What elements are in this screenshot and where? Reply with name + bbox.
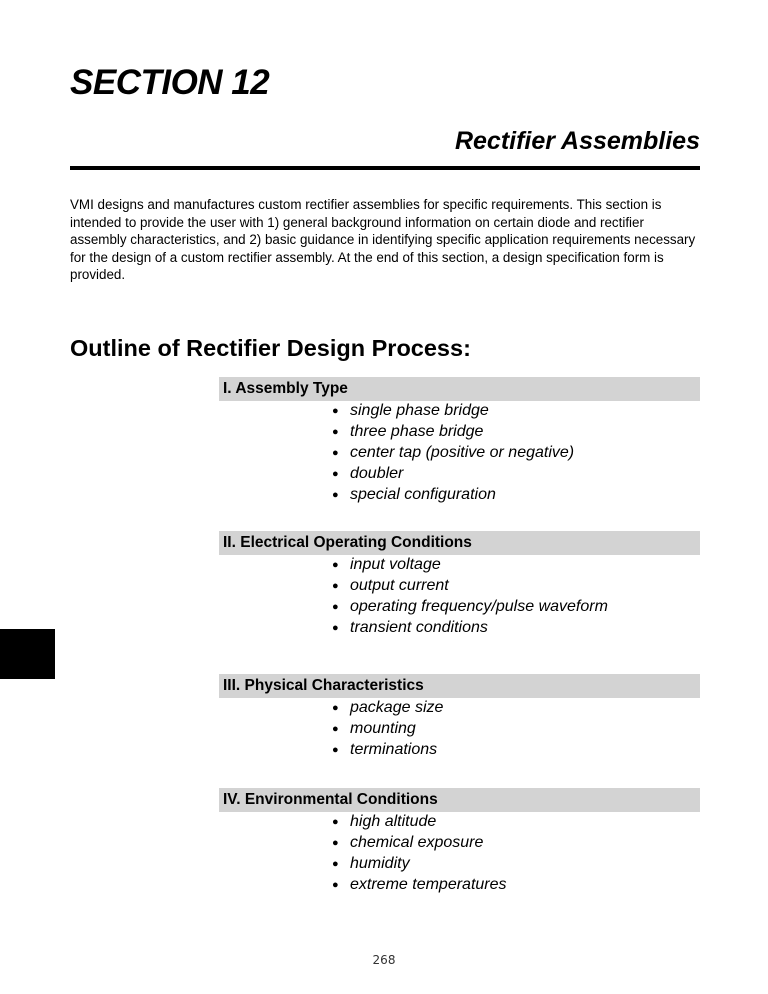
list-item: [332, 719, 700, 740]
list-item: [332, 740, 700, 761]
group-physical-characteristics: [219, 674, 700, 760]
list-item-text: doubler: [350, 464, 404, 482]
bullet-icon: ●: [332, 446, 339, 459]
list-item: [332, 422, 700, 443]
bullet-icon: ●: [332, 878, 339, 891]
group-list: [219, 698, 700, 760]
bullet-icon: ●: [332, 405, 339, 418]
bullet-icon: ●: [332, 467, 339, 480]
list-item-text: humidity: [350, 854, 410, 872]
list-item: [332, 698, 700, 719]
list-item: [332, 484, 700, 505]
list-item-text: center tap (positive or negative): [350, 443, 575, 461]
bullet-icon: ●: [332, 426, 339, 439]
group-list: [219, 401, 700, 505]
group-header: I. Assembly Type: [219, 377, 700, 401]
bullet-icon: ●: [332, 488, 339, 501]
section-side-tab: [0, 629, 55, 679]
bullet-icon: ●: [332, 743, 339, 756]
list-item: [332, 463, 700, 484]
list-item-text: three phase bridge: [350, 423, 484, 441]
list-item: [332, 833, 700, 854]
list-item-text: special configuration: [350, 485, 496, 503]
section-title: SECTION 12: [70, 63, 270, 102]
bullet-icon: ●: [332, 816, 339, 829]
page-number: 268: [372, 953, 396, 967]
group-header: II. Electrical Operating Conditions: [219, 531, 700, 555]
list-item-text: high altitude: [350, 813, 437, 831]
list-item: [332, 401, 700, 422]
list-item: [332, 874, 700, 895]
title-rule: [70, 166, 700, 170]
list-item-text: output current: [350, 577, 449, 595]
list-item-text: input voltage: [350, 556, 441, 574]
list-item: [332, 812, 700, 833]
bullet-icon: ●: [332, 621, 339, 634]
bullet-icon: ●: [332, 580, 339, 593]
list-item-text: operating frequency/pulse waveform: [350, 597, 608, 615]
group-list: [219, 812, 700, 895]
list-item: [332, 854, 700, 875]
bullet-icon: ●: [332, 837, 339, 850]
list-item-text: single phase bridge: [350, 402, 489, 420]
bullet-icon: ●: [332, 702, 339, 715]
list-item: [332, 617, 700, 638]
list-item-text: terminations: [350, 740, 438, 758]
list-item: [332, 443, 700, 464]
group-header: III. Physical Characteristics: [219, 674, 700, 698]
group-list: [219, 555, 700, 638]
bullet-icon: ●: [332, 857, 339, 870]
group-assembly-type: [219, 377, 700, 505]
list-item: [332, 576, 700, 597]
intro-paragraph: VMI designs and manufactures custom rectifier assemblies for specific requirements. This section is intended to provide the user with 1) general background information on certain diode and rectifier assembly characteristics, and 2) basic guidance in identifying specific application requirements necessary for the design of a custom rectifier assembly. At the end of this section, a design specification form is provided.: [70, 197, 696, 282]
bullet-icon: ●: [332, 600, 339, 613]
group-header: IV. Environmental Conditions: [219, 788, 700, 812]
outline-heading: Outline of Rectifier Design Process:: [70, 335, 471, 361]
list-item-text: extreme temperatures: [350, 875, 507, 893]
group-environmental-conditions: [219, 788, 700, 895]
bullet-icon: ●: [332, 723, 339, 736]
list-item-text: chemical exposure: [350, 834, 484, 852]
list-item-text: mounting: [350, 720, 416, 738]
list-item-text: transient conditions: [350, 618, 488, 636]
chapter-title: Rectifier Assemblies: [454, 127, 700, 155]
list-item-text: package size: [350, 699, 444, 717]
bullet-icon: ●: [332, 559, 339, 572]
group-electrical-operating-conditions: [219, 531, 700, 638]
list-item: [332, 555, 700, 576]
list-item: [332, 597, 700, 618]
